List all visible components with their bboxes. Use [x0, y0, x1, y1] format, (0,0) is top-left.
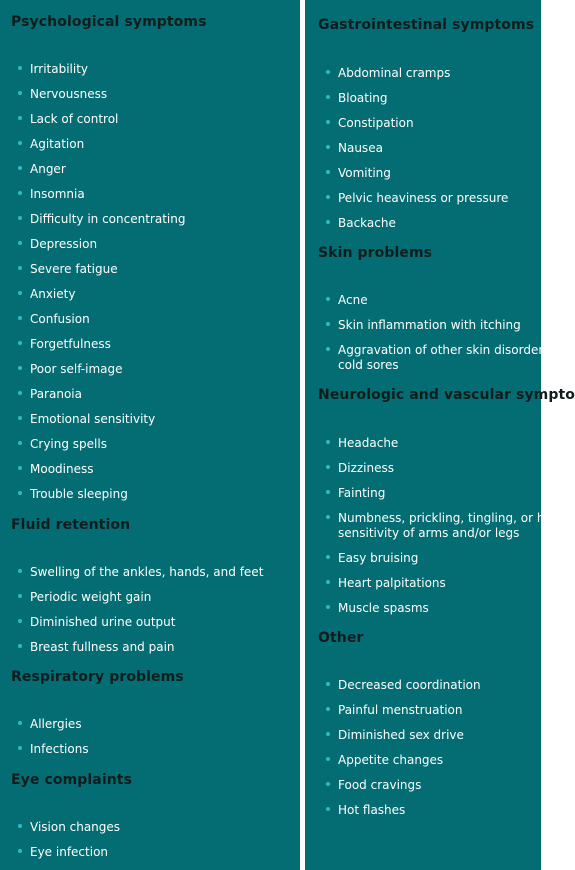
bullet-icon — [326, 605, 330, 609]
list-item: Painful menstruation — [338, 703, 463, 717]
section-heading-fluid-retention: Fluid retention — [11, 517, 131, 533]
list-item: Difficulty in concentrating — [30, 212, 186, 226]
bullet-icon — [326, 220, 330, 224]
bullet-icon — [326, 580, 330, 584]
list-item: Vision changes — [30, 820, 121, 834]
list-item: Skin inflammation with itching — [338, 318, 521, 332]
list-item: Lack of control — [30, 112, 119, 126]
list-item: Confusion — [30, 312, 90, 326]
bullet-icon — [18, 291, 22, 295]
list-item: Decreased coordination — [338, 678, 481, 692]
bullet-icon — [18, 241, 22, 245]
list-item: Agitation — [30, 137, 85, 151]
bullet-icon — [326, 490, 330, 494]
bullet-icon — [326, 195, 330, 199]
list-item: Pelvic heaviness or pressure — [338, 191, 509, 205]
bullet-icon — [18, 216, 22, 220]
list-item: Food cravings — [338, 778, 422, 792]
bullet-icon — [18, 66, 22, 70]
list-item: Abdominal cramps — [338, 66, 451, 80]
list-item: Hot flashes — [338, 803, 406, 817]
list-item: Constipation — [338, 116, 414, 130]
bullet-icon — [326, 732, 330, 736]
list-item: Bloating — [338, 91, 388, 105]
bullet-icon — [326, 465, 330, 469]
list-item: Periodic weight gain — [30, 590, 152, 604]
list-item: Anger — [30, 162, 66, 176]
bullet-icon — [326, 322, 330, 326]
list-item: Paranoia — [30, 387, 82, 401]
bullet-icon — [18, 441, 22, 445]
list-item: Nausea — [338, 141, 383, 155]
bullet-icon — [326, 347, 330, 351]
bullet-icon — [18, 316, 22, 320]
bullet-icon — [18, 491, 22, 495]
list-item: Severe fatigue — [30, 262, 118, 276]
bullet-icon — [18, 721, 22, 725]
bullet-icon — [326, 682, 330, 686]
bullet-icon — [326, 440, 330, 444]
list-item-continuation: sensitivity of arms and/or legs — [338, 526, 520, 540]
section-heading-neurologic-vascular: Neurologic and vascular sympto — [318, 387, 575, 403]
bullet-icon — [326, 757, 330, 761]
bullet-icon — [18, 746, 22, 750]
bullet-icon — [18, 116, 22, 120]
bullet-icon — [18, 266, 22, 270]
list-item: Swelling of the ankles, hands, and feet — [30, 565, 264, 579]
section-heading-skin: Skin problems — [318, 245, 433, 261]
bullet-icon — [326, 555, 330, 559]
list-item: Backache — [338, 216, 396, 230]
list-item: Heart palpitations — [338, 576, 446, 590]
bullet-icon — [18, 416, 22, 420]
bullet-icon — [18, 91, 22, 95]
list-item: Headache — [338, 436, 399, 450]
list-item: Allergies — [30, 717, 82, 731]
bullet-icon — [326, 145, 330, 149]
bullet-icon — [18, 849, 22, 853]
bullet-icon — [18, 466, 22, 470]
list-item: Anxiety — [30, 287, 76, 301]
list-item: Breast fullness and pain — [30, 640, 175, 654]
list-item: Aggravation of other skin disorders, i — [338, 343, 561, 357]
section-heading-other: Other — [318, 630, 364, 646]
bullet-icon — [18, 619, 22, 623]
list-item: Numbness, prickling, tingling, or heig — [338, 511, 563, 525]
list-item: Forgetfulness — [30, 337, 111, 351]
section-heading-psychological: Psychological symptoms — [11, 14, 207, 30]
list-item: Muscle spasms — [338, 601, 429, 615]
bullet-icon — [18, 824, 22, 828]
bullet-icon — [326, 95, 330, 99]
bullet-icon — [326, 70, 330, 74]
list-item: Easy bruising — [338, 551, 419, 565]
list-item-continuation: cold sores — [338, 358, 399, 372]
bullet-icon — [326, 707, 330, 711]
bullet-icon — [326, 120, 330, 124]
bullet-icon — [18, 366, 22, 370]
section-heading-gastrointestinal: Gastrointestinal symptoms — [318, 17, 535, 33]
section-heading-eye-complaints: Eye complaints — [11, 772, 133, 788]
list-item: Eye infection — [30, 845, 109, 859]
bullet-icon — [18, 569, 22, 573]
bullet-icon — [326, 170, 330, 174]
list-item: Depression — [30, 237, 98, 251]
bullet-icon — [326, 782, 330, 786]
bullet-icon — [18, 644, 22, 648]
list-item: Vomiting — [338, 166, 391, 180]
bullet-icon — [18, 141, 22, 145]
bullet-icon — [326, 515, 330, 519]
list-item: Poor self-image — [30, 362, 123, 376]
bullet-icon — [326, 297, 330, 301]
list-item: Dizziness — [338, 461, 394, 475]
bullet-icon — [326, 807, 330, 811]
list-item: Irritability — [30, 62, 89, 76]
bullet-icon — [18, 341, 22, 345]
list-item: Emotional sensitivity — [30, 412, 156, 426]
list-item: Insomnia — [30, 187, 85, 201]
list-item: Fainting — [338, 486, 386, 500]
list-item: Crying spells — [30, 437, 107, 451]
list-item: Infections — [30, 742, 89, 756]
right-symptoms-panel — [305, 0, 575, 870]
bullet-icon — [18, 391, 22, 395]
bullet-icon — [18, 166, 22, 170]
list-item: Acne — [338, 293, 368, 307]
list-item: Moodiness — [30, 462, 94, 476]
list-item: Appetite changes — [338, 753, 444, 767]
bullet-icon — [18, 191, 22, 195]
list-item: Trouble sleeping — [30, 487, 128, 501]
list-item: Nervousness — [30, 87, 108, 101]
bullet-icon — [18, 594, 22, 598]
section-heading-respiratory: Respiratory problems — [11, 669, 184, 685]
list-item: Diminished sex drive — [338, 728, 464, 742]
list-item: Diminished urine output — [30, 615, 176, 629]
